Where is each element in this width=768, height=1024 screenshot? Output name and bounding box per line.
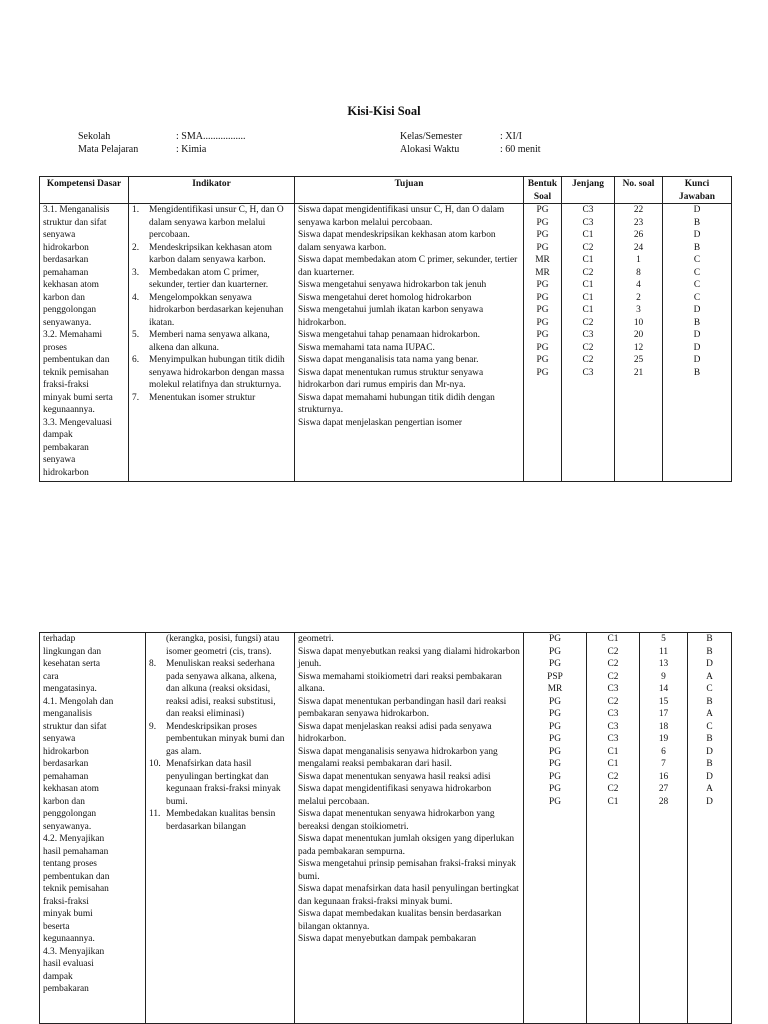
- meta-value-subject: : Kimia: [176, 144, 207, 155]
- no-soal-value: 24: [633, 242, 644, 253]
- kunci-jawaban-value: C: [693, 280, 701, 290]
- meta-label-class: Kelas/Semester: [400, 131, 463, 142]
- indikator-number: 7.: [132, 392, 140, 403]
- indikator-number: 8.: [149, 659, 157, 669]
- indikator-number: 11.: [149, 809, 161, 819]
- jenjang-value: C1: [607, 634, 619, 644]
- tujuan-text: geometri.: [298, 634, 334, 644]
- jenjang-value: C3: [582, 205, 594, 215]
- no-soal-value: 8: [636, 267, 641, 278]
- header-indikator: Indikator: [129, 177, 295, 204]
- tujuan-text: Siswa mengetahui prinsip pemisahan fraksi-fraksi minyak bumi.: [298, 859, 516, 882]
- kunci-jawaban-value: D: [693, 355, 701, 365]
- no-soal-value: 20: [633, 330, 644, 340]
- bentuk-soal-value: MR: [535, 255, 550, 265]
- kompetensi-dasar-cell: 3.1. Menganalisis struktur dan sifat senyawa hidrokarbon berdasarkan pemahaman kekhasan atom karbon dan penggolongan senyawanya. 3.2. Memahami proses pembentukan dan teknik pemisahan fraksi-fraksi minyak bumi serta kegunaannya. 3.3. Mengevaluasi dampak pembakaran senyawa hidrokarbon: [40, 204, 129, 482]
- bentuk-soal-value: PG: [536, 330, 549, 340]
- bentuk-soal-value: PG: [549, 784, 561, 794]
- tujuan-text: Siswa dapat menentukan senyawa hasil reaksi adisi: [298, 771, 491, 782]
- jenjang-cell: [587, 633, 640, 1024]
- header-bentuk: Bentuk Soal: [524, 177, 562, 204]
- jenjang-value: C1: [607, 796, 619, 807]
- jenjang-value: C3: [607, 684, 619, 694]
- indikator-text: Membedakan atom C primer, sekunder, tertier dan kuarterner.: [149, 267, 269, 290]
- bentuk-soal-cell: [524, 204, 562, 482]
- kunci-jawaban-cell: [688, 633, 732, 1024]
- meta-right: [400, 130, 541, 156]
- no-soal-value: 5: [661, 634, 666, 644]
- bentuk-soal-value: PG: [549, 734, 561, 744]
- tujuan-text: Siswa mengetahui deret homolog hidrokarbon: [298, 292, 472, 303]
- tujuan-text: Siswa dapat menentukan senyawa hidrokarbon yang bereaksi dengan stoikiometri.: [298, 809, 495, 832]
- no-soal-value: 28: [658, 796, 669, 807]
- indikator-number: 6.: [132, 355, 140, 365]
- indikator-text: Mendeskripsikan kekhasan atom karbon dalam senyawa karbon.: [149, 242, 272, 265]
- no-soal-value: 1: [636, 255, 641, 265]
- header-kompetensi: Kompetensi Dasar: [40, 177, 129, 204]
- tujuan-text: Siswa dapat menyebutkan reaksi yang dialami hidrokarbon jenuh.: [298, 646, 520, 669]
- bentuk-soal-value: PG: [549, 746, 561, 757]
- bentuk-soal-cell: [524, 633, 587, 1024]
- jenjang-value: C3: [582, 330, 594, 340]
- kunci-jawaban-value: B: [693, 217, 701, 228]
- meta-label-school: Sekolah: [78, 131, 111, 142]
- kunci-jawaban-value: B: [706, 759, 713, 769]
- bentuk-soal-value: PG: [549, 659, 561, 669]
- kunci-jawaban-value: B: [693, 242, 701, 253]
- indikator-number: [149, 633, 166, 658]
- no-soal-value: 19: [658, 734, 669, 744]
- no-soal-value: 12: [633, 342, 644, 353]
- bentuk-soal-value: PG: [549, 634, 561, 644]
- indikator-number: 4.: [132, 292, 140, 303]
- kunci-jawaban-value: D: [706, 746, 713, 757]
- indikator-item: [132, 267, 291, 292]
- no-soal-value: 25: [633, 355, 644, 365]
- indikator-number: 1.: [132, 205, 140, 215]
- kunci-jawaban-value: C: [693, 292, 701, 303]
- kunci-jawaban-value: C: [693, 255, 701, 265]
- tujuan-text: Siswa mengetahui tahap penamaan hidrokarbon.: [298, 330, 480, 340]
- jenjang-value: C2: [582, 242, 594, 253]
- jenjang-value: C1: [582, 305, 594, 315]
- indikator-item: [132, 392, 291, 405]
- tujuan-text: Siswa dapat menentukan jumlah oksigen yang diperlukan pada pembakaran sempurna.: [298, 834, 515, 857]
- kunci-jawaban-value: B: [706, 646, 713, 657]
- kunci-jawaban-value: B: [693, 367, 701, 378]
- jenjang-value: C3: [607, 721, 619, 732]
- jenjang-cell: [562, 204, 615, 482]
- kunci-jawaban-value: D: [693, 305, 701, 315]
- jenjang-value: C2: [582, 267, 594, 278]
- indikator-item: [132, 204, 291, 242]
- kunci-jawaban-value: D: [693, 330, 701, 340]
- jenjang-value: C2: [582, 342, 594, 353]
- kunci-jawaban-value: B: [706, 734, 713, 744]
- no-soal-value: 27: [658, 784, 669, 794]
- jenjang-value: C1: [607, 746, 619, 757]
- no-soal-value: 9: [661, 671, 666, 682]
- bentuk-soal-value: PG: [536, 342, 549, 353]
- jenjang-value: C2: [607, 771, 619, 782]
- tujuan-text: Siswa dapat menafsirkan data hasil penyulingan bertingkat dan kegunaan fraksi-fraksi minyak bumi.: [298, 884, 519, 907]
- kunci-jawaban-value: D: [693, 342, 701, 353]
- bentuk-soal-value: PG: [549, 771, 561, 782]
- indikator-number: 9.: [149, 721, 157, 732]
- indikator-item: [132, 292, 291, 330]
- bentuk-soal-value: PG: [549, 709, 561, 719]
- meta-value-school: : SMA.................: [176, 131, 246, 142]
- no-soal-value: 4: [636, 280, 641, 290]
- tujuan-text: Siswa dapat menjelaskan pengertian isomer: [298, 417, 463, 428]
- grid-table-page-2: [39, 632, 732, 1024]
- indikator-item: [149, 808, 291, 833]
- indikator-text: Menuliskan reaksi sederhana pada senyawa alkana, alkena, dan alkuna (reaksi oksidasi, reaksi adisi, reaksi substitusi, dan reaksi eliminasi): [166, 659, 277, 719]
- bentuk-soal-value: PSP: [547, 671, 563, 682]
- table-row: [40, 633, 732, 1024]
- bentuk-soal-value: PG: [536, 305, 549, 315]
- no-soal-value: 18: [658, 721, 669, 732]
- indikator-number: 3.: [132, 267, 140, 278]
- jenjang-value: C2: [582, 317, 594, 328]
- meta-label-time: Alokasi Waktu: [400, 144, 460, 155]
- tujuan-cell: [295, 204, 524, 482]
- kunci-jawaban-value: B: [706, 634, 713, 644]
- tujuan-text: Siswa dapat memahami hubungan titik didih dengan strukturnya.: [298, 392, 495, 415]
- kunci-jawaban-value: B: [706, 696, 713, 707]
- tujuan-text: Siswa memahami stoikiometri dari reaksi pembakaran alkana.: [298, 671, 502, 694]
- kunci-jawaban-value: A: [706, 784, 713, 794]
- kunci-jawaban-value: C: [706, 684, 713, 694]
- bentuk-soal-value: PG: [549, 796, 561, 807]
- indikator-item: [149, 633, 291, 658]
- tujuan-text: Siswa dapat mendeskripsikan kekhasan atom karbon dalam senyawa karbon.: [298, 230, 496, 253]
- bentuk-soal-value: PG: [536, 217, 549, 228]
- indikator-text: Menafsirkan data hasil penyulingan bertingkat dan kegunaan fraksi-fraksi minyak bumi.: [166, 759, 281, 807]
- kunci-jawaban-value: B: [693, 317, 701, 328]
- no-soal-cell: [640, 633, 688, 1024]
- jenjang-value: C3: [607, 709, 619, 719]
- no-soal-value: 14: [658, 684, 669, 694]
- bentuk-soal-value: PG: [536, 355, 549, 365]
- tujuan-text: Siswa mengetahui senyawa hidrokarbon tak jenuh: [298, 280, 487, 290]
- meta-value-class: : XI/I: [500, 131, 522, 142]
- indikator-cell: [146, 633, 295, 1024]
- bentuk-soal-value: MR: [547, 684, 563, 694]
- tujuan-text: Siswa dapat menyebutkan dampak pembakaran: [298, 934, 477, 944]
- jenjang-value: C1: [582, 230, 594, 240]
- jenjang-value: C2: [582, 355, 594, 365]
- jenjang-value: C2: [607, 784, 619, 794]
- bentuk-soal-value: MR: [535, 267, 550, 278]
- no-soal-value: 6: [661, 746, 666, 757]
- kunci-jawaban-value: A: [706, 671, 713, 682]
- kunci-jawaban-value: D: [706, 796, 713, 807]
- indikator-text: Menyimpulkan hubungan titik didih senyawa hidrokarbon dengan massa molekul relatifnya dan strukturnya.: [149, 355, 285, 390]
- meta-value-time: : 60 menit: [500, 144, 541, 155]
- kunci-jawaban-value: A: [706, 709, 713, 719]
- bentuk-soal-value: PG: [549, 759, 561, 769]
- no-soal-value: 15: [658, 696, 669, 707]
- indikator-item: [149, 758, 291, 808]
- no-soal-value: 3: [636, 305, 641, 315]
- jenjang-value: C2: [607, 659, 619, 669]
- kunci-jawaban-value: D: [706, 771, 713, 782]
- indikator-text: (kerangka, posisi, fungsi) atau isomer geometri (cis, trans).: [166, 634, 280, 657]
- no-soal-value: 7: [661, 759, 666, 769]
- tujuan-text: Siswa dapat mengidentifikasi unsur C, H, dan O dalam senyawa karbon melalui percobaan.: [298, 205, 505, 228]
- jenjang-value: C3: [582, 367, 594, 378]
- no-soal-value: 22: [633, 205, 644, 215]
- indikator-text: Mendeskripsikan proses pembentukan minyak bumi dan gas alam.: [166, 721, 285, 757]
- kunci-jawaban-value: D: [693, 230, 701, 240]
- indikator-number: 10.: [149, 759, 161, 769]
- bentuk-soal-value: PG: [549, 721, 561, 732]
- indikator-item: [149, 658, 291, 721]
- indikator-text: Memberi nama senyawa alkana, alkena dan alkuna.: [149, 330, 270, 353]
- indikator-text: Membedakan kualitas bensin berdasarkan bilangan: [166, 809, 276, 832]
- tujuan-text: Siswa dapat menganalisis tata nama yang benar.: [298, 355, 479, 365]
- bentuk-soal-value: PG: [536, 292, 549, 303]
- tujuan-text: Siswa dapat menentukan perbandingan hasil dari reaksi pembakaran senyawa hidrokarbon.: [298, 696, 507, 719]
- bentuk-soal-value: PG: [549, 696, 561, 707]
- tujuan-cell: [295, 633, 524, 1024]
- kunci-jawaban-cell: [663, 204, 732, 482]
- indikator-text: Menentukan isomer struktur: [149, 392, 256, 403]
- bentuk-soal-value: PG: [536, 242, 549, 253]
- indikator-number: 5.: [132, 330, 140, 340]
- header-tujuan: Tujuan: [295, 177, 524, 204]
- indikator-cell: [129, 204, 295, 482]
- kompetensi-dasar-cell: terhadap lingkungan dan kesehatan serta cara mengatasinya. 4.1. Mengolah dan menganalisis struktur dan sifat senyawa hidrokarbon berdasarkan pemahaman kekhasan atom karbon dan penggolongan senyawanya. 4.2. Menyajikan hasil pemahaman tentang proses pembentukan dan teknik pemisahan fraksi-fraksi minyak bumi beserta kegunaannya. 4.3. Menyajikan hasil evaluasi dampak pembakaran: [40, 633, 146, 1024]
- no-soal-value: 23: [633, 217, 644, 228]
- jenjang-value: C3: [607, 734, 619, 744]
- grid-table-page-1: [39, 176, 732, 482]
- no-soal-cell: [615, 204, 663, 482]
- document-title: Kisi-Kisi Soal: [347, 104, 421, 118]
- indikator-number: 2.: [132, 242, 140, 253]
- jenjang-value: C1: [582, 255, 594, 265]
- header-kunci: Kunci Jawaban: [663, 177, 732, 204]
- indikator-text: Mengelompokkan senyawa hidrokarbon berdasarkan kejenuhan ikatan.: [149, 292, 284, 328]
- jenjang-value: C1: [582, 292, 594, 303]
- jenjang-value: C3: [582, 217, 594, 228]
- tujuan-text: Siswa memahami tata nama IUPAC.: [298, 342, 435, 353]
- indikator-item: [149, 721, 291, 759]
- kunci-jawaban-value: D: [693, 205, 701, 215]
- tujuan-text: Siswa mengetahui jumlah ikatan karbon senyawa hidrokarbon.: [298, 305, 484, 328]
- no-soal-value: 2: [636, 292, 641, 303]
- tujuan-text: Siswa dapat menentukan rumus struktur senyawa hidrokarbon dari rumus empiris dan Mr-nya.: [298, 367, 484, 390]
- bentuk-soal-value: PG: [536, 367, 549, 378]
- meta-left: [78, 130, 245, 156]
- jenjang-value: C1: [582, 280, 594, 290]
- no-soal-value: 26: [633, 230, 644, 240]
- tujuan-text: Siswa dapat membedakan kualitas bensin berdasarkan bilangan oktannya.: [298, 909, 502, 932]
- kunci-jawaban-value: C: [706, 721, 713, 732]
- bentuk-soal-value: PG: [536, 205, 549, 215]
- meta-label-subject: Mata Pelajaran: [78, 144, 139, 155]
- no-soal-value: 17: [658, 709, 669, 719]
- no-soal-value: 21: [633, 367, 644, 378]
- tujuan-text: Siswa dapat mengidentifikasi senyawa hidrokarbon melalui percobaan.: [298, 784, 492, 807]
- no-soal-value: 11: [658, 646, 669, 657]
- jenjang-value: C2: [607, 671, 619, 682]
- kunci-jawaban-value: D: [706, 659, 713, 669]
- jenjang-value: C2: [607, 696, 619, 707]
- jenjang-value: C2: [607, 646, 619, 657]
- indikator-item: [132, 354, 291, 392]
- header-jenjang: Jenjang: [562, 177, 615, 204]
- bentuk-soal-value: PG: [536, 230, 549, 240]
- jenjang-value: C1: [607, 759, 619, 769]
- tujuan-text: Siswa dapat menjelaskan reaksi adisi pada senyawa hidrokarbon.: [298, 721, 492, 744]
- indikator-item: [132, 329, 291, 354]
- tujuan-text: Siswa dapat membedakan atom C primer, sekunder, tertier dan kuarterner.: [298, 255, 518, 278]
- bentuk-soal-value: PG: [549, 646, 561, 657]
- indikator-item: [132, 242, 291, 267]
- no-soal-value: 13: [658, 659, 669, 669]
- header-no: No. soal: [615, 177, 663, 204]
- kunci-jawaban-value: C: [693, 267, 701, 278]
- no-soal-value: 16: [658, 771, 669, 782]
- table-row: [40, 204, 732, 482]
- bentuk-soal-value: PG: [536, 280, 549, 290]
- tujuan-text: Siswa dapat menganalisis senyawa hidrokarbon yang mengalami reaksi pembakaran dari hasil.: [298, 746, 498, 769]
- indikator-text: Mengidentifikasi unsur C, H, dan O dalam senyawa karbon melalui percobaan.: [149, 205, 284, 240]
- no-soal-value: 10: [633, 317, 644, 328]
- bentuk-soal-value: PG: [536, 317, 549, 328]
